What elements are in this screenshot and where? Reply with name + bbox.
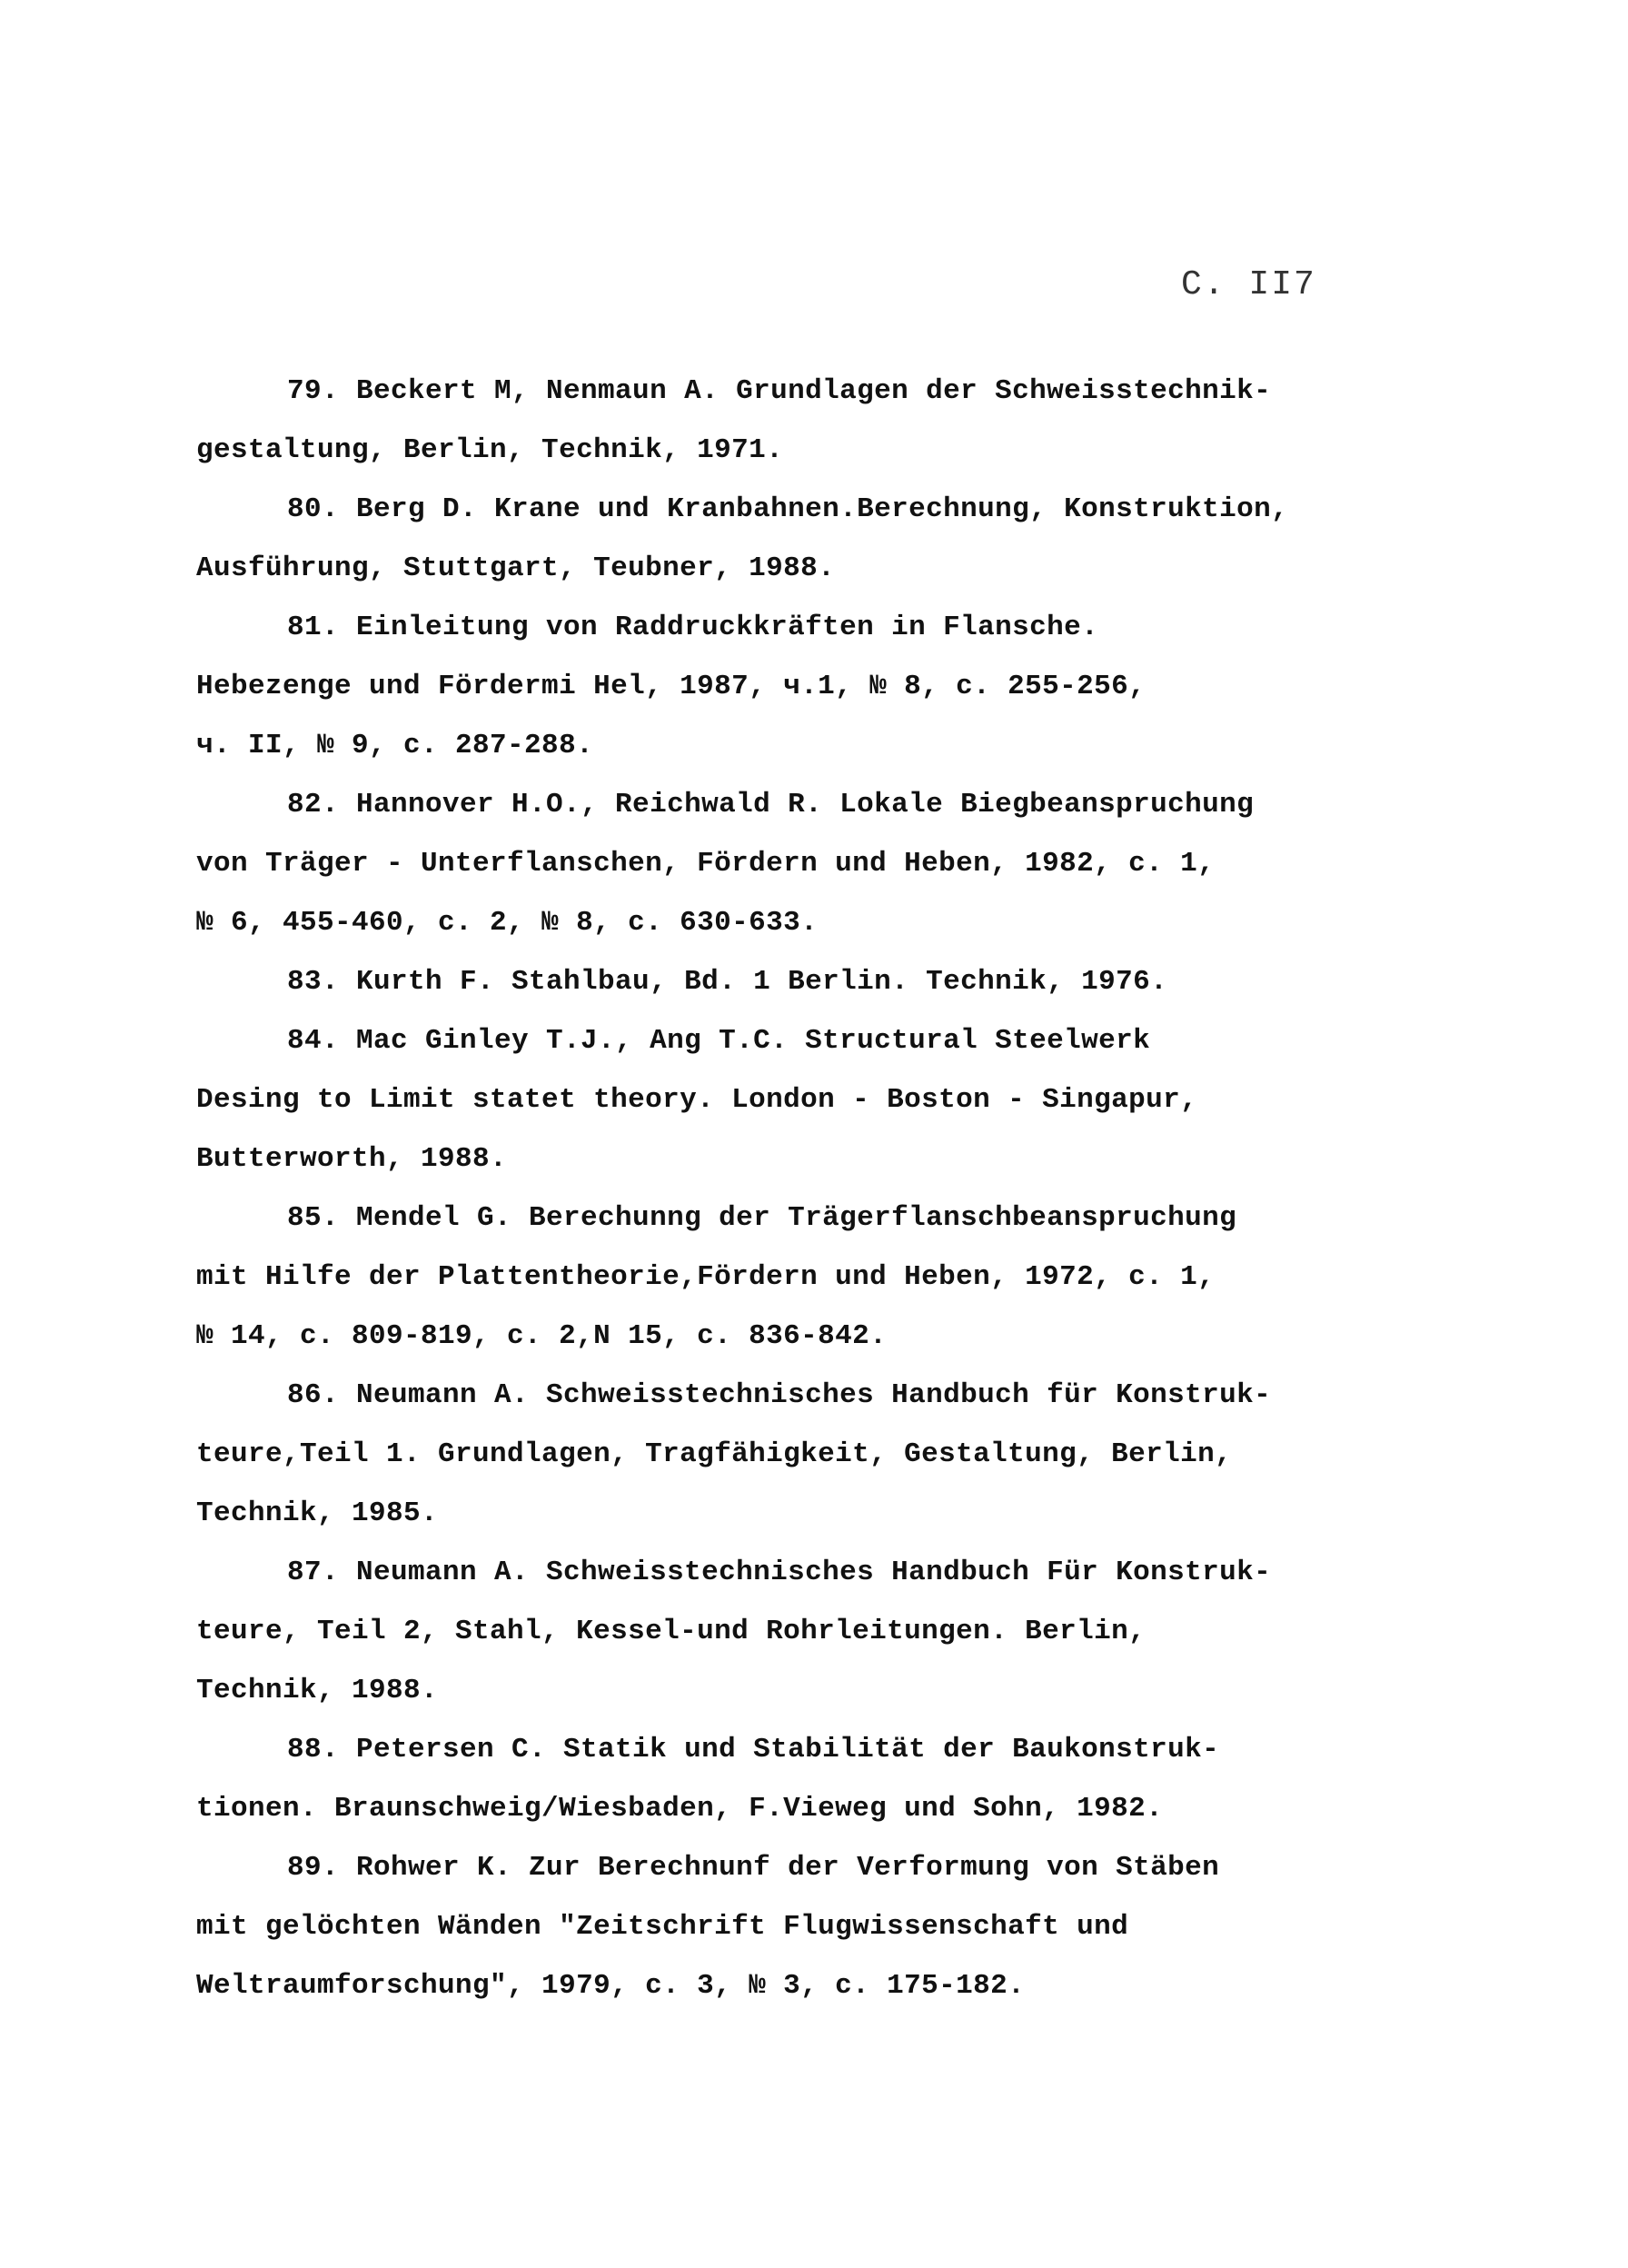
- reference-continuation-line: № 14, c. 809-819, c. 2,N 15, c. 836-842.: [196, 1320, 888, 1352]
- reference-first-line: 81. Einleitung von Raddruckkräften in Flansche.: [287, 612, 1099, 643]
- reference-entry: [196, 952, 1345, 1011]
- page-number: C. II7: [1181, 265, 1316, 304]
- reference-first-line: 89. Rohwer K. Zur Berechnunf der Verformung von Stäben: [287, 1852, 1220, 1884]
- reference-entry: [196, 362, 1345, 480]
- reference-entry: [196, 598, 1345, 775]
- reference-continuation-line: teure, Teil 2, Stahl, Kessel-und Rohrleitungen. Berlin,: [196, 1616, 1147, 1647]
- reference-first-line: 88. Petersen C. Statik und Stabilität der Baukonstruk-: [287, 1734, 1220, 1766]
- reference-first-line: 80. Berg D. Krane und Kranbahnen.Berechnung, Konstruktion,: [287, 493, 1289, 525]
- reference-first-line: 85. Mendel G. Berechunng der Trägerflanschbeanspruchung: [287, 1202, 1237, 1234]
- reference-first-line: 84. Mac Ginley T.J., Ang T.C. Structural Steelwerk: [287, 1025, 1151, 1057]
- reference-first-line: 79. Beckert M, Nenmaun A. Grundlagen der Schweisstechnik-: [287, 375, 1272, 407]
- reference-continuation-line: von Träger - Unterflanschen, Fördern und Heben, 1982, c. 1,: [196, 848, 1216, 880]
- reference-continuation-line: Ausführung, Stuttgart, Teubner, 1988.: [196, 552, 836, 584]
- reference-list: [196, 362, 1345, 2015]
- reference-continuation-line: Weltraumforschung", 1979, c. 3, № 3, c. 175-182.: [196, 1970, 1026, 2002]
- reference-continuation-line: Hebezenge und Fördermi Hel, 1987, ч.1, № 8, c. 255-256,: [196, 671, 1147, 702]
- reference-continuation-line: Butterworth, 1988.: [196, 1143, 508, 1175]
- reference-entry: [196, 775, 1345, 952]
- reference-first-line: 82. Hannover H.O., Reichwald R. Lokale Biegbeanspruchung: [287, 789, 1255, 821]
- reference-entry: [196, 1720, 1345, 1838]
- reference-continuation-line: mit gelöchten Wänden "Zeitschrift Flugwissenschaft und: [196, 1911, 1129, 1943]
- reference-entry: [196, 1011, 1345, 1189]
- reference-continuation-line: mit Hilfe der Plattentheorie,Fördern und Heben, 1972, c. 1,: [196, 1261, 1216, 1293]
- reference-continuation-line: ч. II, № 9, c. 287-288.: [196, 730, 594, 761]
- reference-continuation-line: gestaltung, Berlin, Technik, 1971.: [196, 434, 784, 466]
- reference-entry: [196, 1838, 1345, 2015]
- reference-entry: [196, 1366, 1345, 1543]
- reference-entry: [196, 480, 1345, 598]
- reference-first-line: 83. Kurth F. Stahlbau, Bd. 1 Berlin. Technik, 1976.: [287, 966, 1168, 998]
- reference-continuation-line: teure,Teil 1. Grundlagen, Tragfähigkeit, Gestaltung, Berlin,: [196, 1438, 1233, 1470]
- reference-continuation-line: № 6, 455-460, c. 2, № 8, c. 630-633.: [196, 907, 819, 939]
- reference-continuation-line: tionen. Braunschweig/Wiesbaden, F.Vieweg und Sohn, 1982.: [196, 1793, 1164, 1825]
- reference-first-line: 86. Neumann A. Schweisstechnisches Handbuch für Konstruk-: [287, 1379, 1272, 1411]
- reference-continuation-line: Technik, 1985.: [196, 1497, 439, 1529]
- reference-first-line: 87. Neumann A. Schweisstechnisches Handbuch Für Konstruk-: [287, 1557, 1272, 1588]
- reference-entry: [196, 1189, 1345, 1366]
- reference-continuation-line: Technik, 1988.: [196, 1675, 439, 1706]
- reference-continuation-line: Desing to Limit statet theory. London - Boston - Singapur,: [196, 1084, 1198, 1116]
- reference-entry: [196, 1543, 1345, 1720]
